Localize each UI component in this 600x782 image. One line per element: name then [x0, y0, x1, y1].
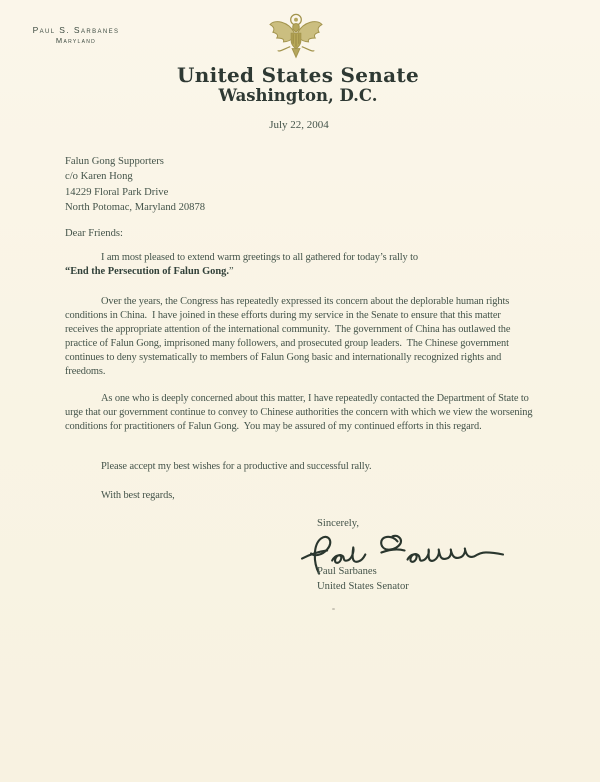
paragraph-3: As one who is deeply concerned about this matter, I have repeatedly contacted the Department of State to urge that our government continue to convey to Chinese authorities the concern with which we view the worsening conditions for practitioners of Falun Gong. You may be assured of my continued efforts in this regard. — [65, 393, 535, 432]
recipient-line: c/o Karen Hong — [65, 171, 133, 183]
signer-printed-name: Paul Sarbanes — [317, 566, 377, 577]
letterhead-org: United States Senate — [177, 63, 419, 87]
recipient-line: Falun Gong Supporters — [65, 156, 164, 167]
sender-name: Paul S. Sarbanes — [32, 25, 120, 35]
paragraph-1-line1: I am most pleased to extend warm greetings to all gathered for today’s rally to — [101, 252, 419, 263]
recipient-line: North Potomac, Maryland 20878 — [65, 202, 206, 214]
recipient-line: 14229 Floral Park Drive — [65, 186, 169, 198]
senate-seal-icon — [266, 12, 326, 64]
letterhead-city: Washington, D.C. — [218, 86, 378, 105]
paragraph-1-bold-phrase: “End the Persecution of Falun Gong. — [65, 266, 229, 277]
valediction: Sincerely, — [317, 518, 359, 529]
recipient-address — [65, 154, 205, 216]
sender-state: Maryland — [55, 36, 97, 45]
paragraph-5: With best regards, — [101, 490, 175, 501]
paragraph-1 — [65, 251, 535, 279]
letter-date: July 22, 2004 — [269, 119, 329, 131]
paragraph-2: Over the years, the Congress has repeatedly expressed its concern about the deplorable human rights conditions in China. I have joined in these efforts during my service in the Senate to ensure that this matter receives the appropriate attention of the international community. The government of China has outlawed the practice of Falun Gong, imprisoned many followers, and prosecuted group leaders. The Chinese government continues to deny systematically to members of Falun Gong basic and internationally recognized rights and freedoms. — [65, 296, 513, 377]
sender-block — [27, 25, 125, 45]
paragraph-4: Please accept my best wishes for a productive and successful rally. — [101, 461, 372, 472]
salutation: Dear Friends: — [65, 228, 123, 239]
paragraph-1-closing-quote: ” — [228, 266, 234, 277]
scan-speck — [332, 608, 335, 610]
signer-printed-title: United States Senator — [317, 581, 409, 592]
